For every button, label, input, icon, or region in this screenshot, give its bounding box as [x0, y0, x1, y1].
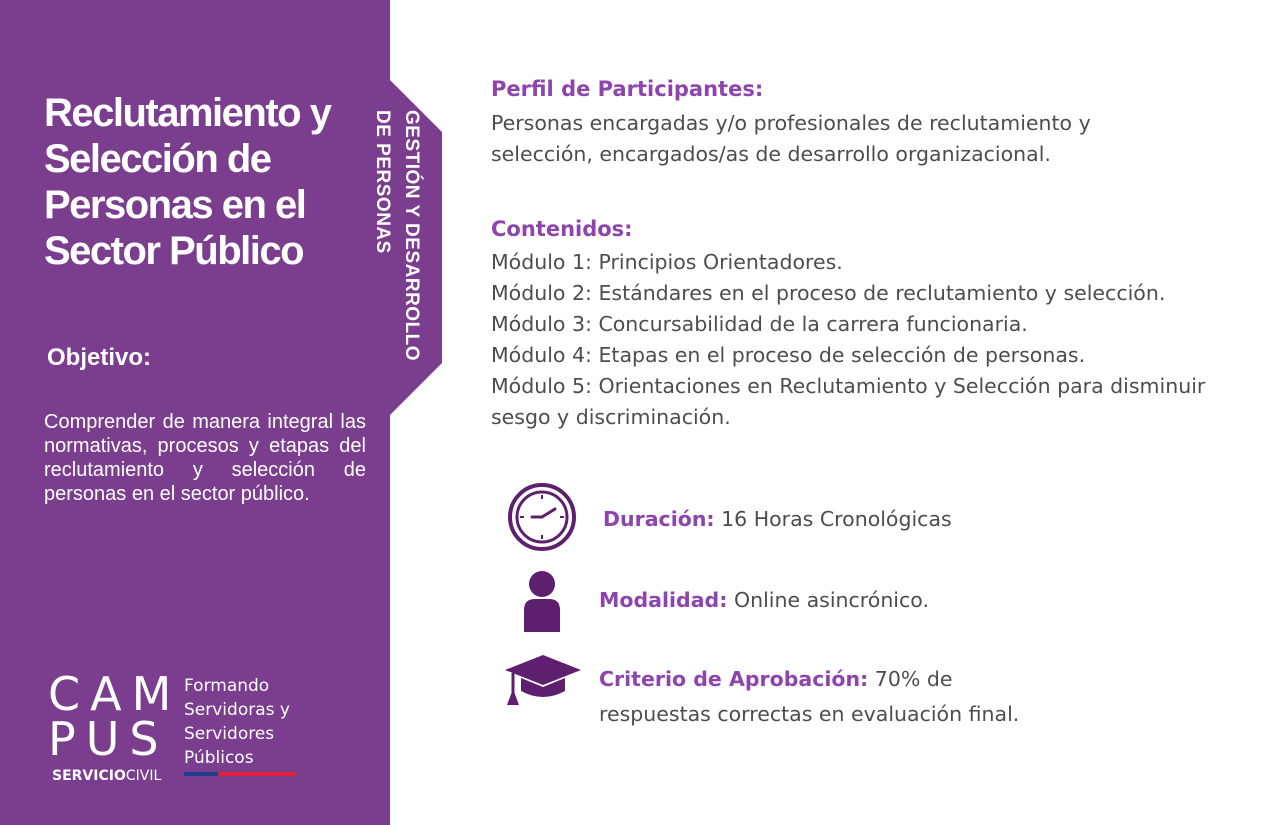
objective-text: Comprender de manera integral las normativas, procesos y etapas del reclutamiento y selección de personas en el sector público. [44, 411, 366, 505]
area-label-line1: GESTIÓN Y DESARROLLO [401, 110, 422, 362]
clock-icon [507, 482, 577, 552]
flag-bar-red [218, 772, 296, 776]
duration-label: Duración: [603, 507, 715, 531]
module-item: Módulo 3: Concursabilidad de la carrera funcionaria. [491, 312, 1028, 336]
logo-subtitle-bold: SERVICIO [52, 768, 126, 784]
course-title: Reclutamiento y Selección de Personas en el Sector Público [44, 91, 331, 273]
approval-value-line2: respuestas correctas en evaluación final. [599, 702, 1020, 726]
module-item: Módulo 5: Orientaciones en Reclutamiento y Selección para disminuir sesgo y discriminación. [491, 374, 1206, 429]
profile-text: Personas encargadas y/o profesionales de reclutamiento y selección, encargados/as de desarrollo organizacional. [491, 111, 1091, 166]
modality-row [599, 588, 929, 612]
area-label [365, 110, 425, 385]
module-item: Módulo 4: Etapas en el proceso de selección de personas. [491, 343, 1086, 367]
module-item: Módulo 1: Principios Orientadores. [491, 250, 843, 274]
contents-heading: Contenidos: [491, 217, 633, 241]
logo-subtitle-regular: CIVIL [125, 768, 162, 784]
modality-label: Modalidad: [599, 588, 728, 612]
duration-value: 16 Horas Cronológicas [714, 507, 952, 531]
modality-value: Online asincrónico. [727, 588, 929, 612]
flag-bar-blue [184, 772, 218, 776]
approval-label: Criterio de Aprobación: [599, 667, 869, 691]
logo-tagline: Formando Servidoras y Servidores Públicos [184, 676, 290, 768]
approval-row [599, 667, 953, 691]
module-item: Módulo 2: Estándares en el proceso de reclutamiento y selección. [491, 281, 1166, 305]
objective-heading: Objetivo: [47, 344, 152, 371]
logo-mark: CAM PUS [48, 667, 182, 766]
area-label-line2: DE PERSONAS [372, 110, 393, 254]
person-icon [520, 570, 564, 632]
flag-bar [184, 772, 296, 776]
module-list [491, 247, 1231, 433]
approval-value-line1: 70% de [868, 667, 953, 691]
profile-heading: Perfil de Participantes: [491, 77, 764, 101]
graduation-cap-icon [503, 653, 583, 709]
logo-subtitle [52, 768, 161, 784]
duration-row [603, 507, 952, 531]
